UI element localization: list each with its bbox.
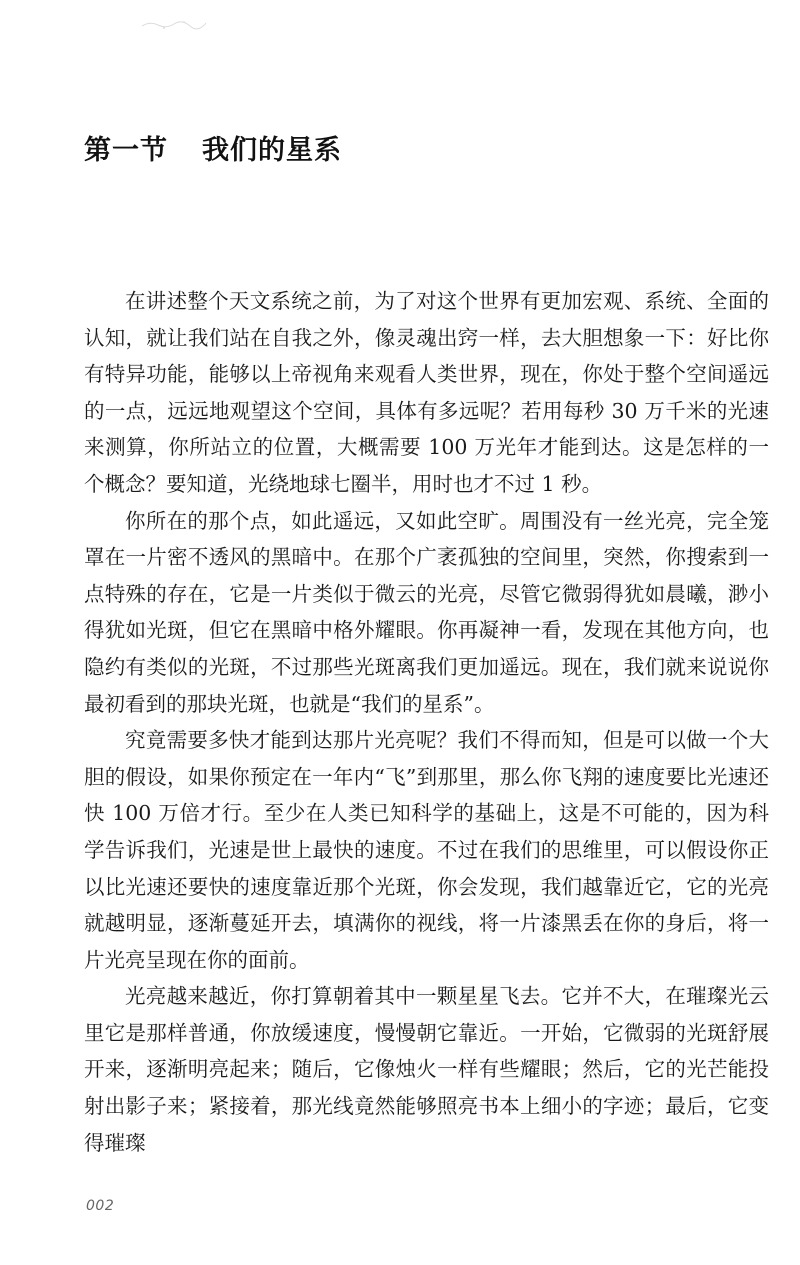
page-number: 002: [86, 1198, 115, 1214]
paragraph: 究竟需要多快才能到达那片光亮呢？我们不得而知，但是可以做一个大胆的假设，如果你预定在一年内“飞”到那里，那么你飞翔的速度要比光速还快 100 万倍才行。至少在人类已知科学的基础上，这是不可能的，因为科学告诉我们，光速是世上最快的速度。不过在我们的思维里，可以假设你正以比光速还要快的速度靠近那个光斑，你会发现，我们越靠近它，它的光亮就越明显，逐渐蔓延开去，填满你的视线，将一片漆黑丢在你的身后，将一片光亮呈现在你的面前。: [84, 728, 769, 972]
paragraph: 你所在的那个点，如此遥远，又如此空旷。周围没有一丝光亮，完全笼罩在一片密不透风的黑暗中。在那个广袤孤独的空间里，突然，你搜索到一点特殊的存在，它是一片类似于微云的光亮，尽管它微弱得犹如晨曦，渺小得犹如光斑，但它在黑暗中格外耀眼。你再凝神一看，发现在其他方向，也隐约有类似的光斑，不过那些光斑离我们更加遥远。现在，我们就来说说你最初看到的那块光斑，也就是“我们的星系”。: [84, 508, 769, 716]
body-text: [84, 283, 769, 1161]
scan-smudge-mark: [140, 18, 208, 32]
paragraph: 在讲述整个天文系统之前，为了对这个世界有更加宏观、系统、全面的认知，就让我们站在自我之外，像灵魂出窍一样，去大胆想象一下：好比你有特异功能，能够以上帝视角来观看人类世界，现在，你处于整个空间遥远的一点，远远地观望这个空间，具体有多远呢？若用每秒 30 万千米的光速来测算，你所站立的位置，大概需要 100 万光年才能到达。这是怎样的一个概念？要知道，光绕地球七圈半，用时也才不过 1 秒。: [84, 289, 769, 496]
section-heading: [84, 128, 342, 167]
paragraph: 光亮越来越近，你打算朝着其中一颗星星飞去。它并不大，在璀璨光云里它是那样普通，你放缓速度，慢慢朝它靠近。一开始，它微弱的光斑舒展开来，逐渐明亮起来；随后，它像烛火一样有些耀眼；然后，它的光芒能投射出影子来；紧接着，那光线竟然能够照亮书本上细小的字迹；最后，它变得璀璨: [84, 984, 769, 1155]
section-number: 第一节: [84, 135, 168, 166]
section-title: 我们的星系: [202, 135, 342, 166]
